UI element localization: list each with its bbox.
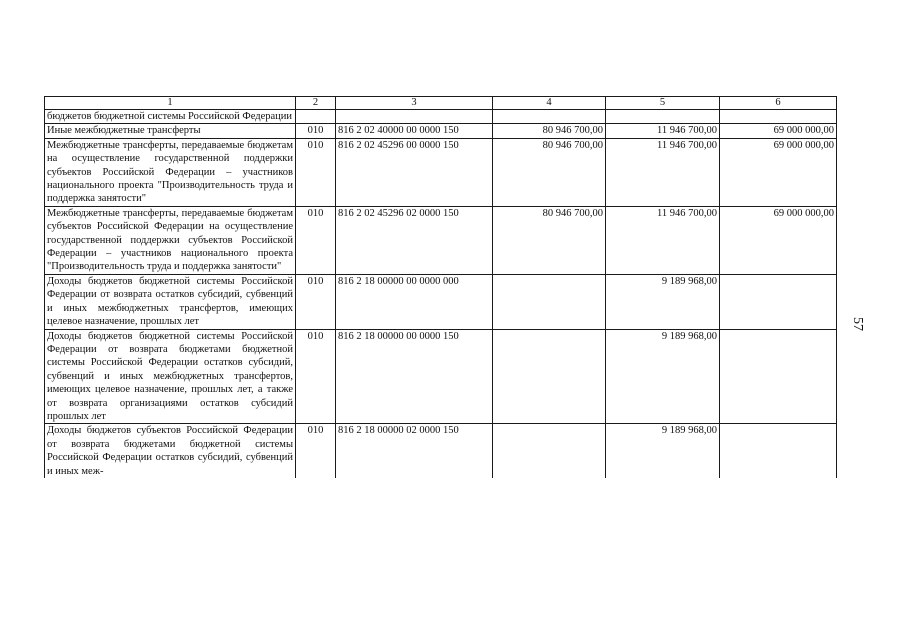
row-kbk-cell: 816 2 18 00000 00 0000 150	[336, 329, 493, 424]
row-name-cell: Межбюджетные трансферты, передаваемые бюджетам на осуществление государственной поддержки субъектов Российской Федерации – участников национального проекта "Производительность труда и поддержка занятости"	[45, 138, 296, 206]
row-name-cell: Межбюджетные трансферты, передаваемые бюджетам субъектов Российской Федерации на осуществление государственной поддержки субъектов Российской Федерации – участников национального проекта "Производительность труда и поддержка занятости"	[45, 206, 296, 274]
row-name-cell: бюджетов бюджетной системы Российской Федерации	[45, 110, 296, 124]
row-col4-cell: 80 946 700,00	[493, 206, 606, 274]
row-col4-cell	[493, 110, 606, 124]
row-code-cell: 010	[296, 124, 336, 138]
row-kbk-cell	[336, 110, 493, 124]
page-number: 57	[850, 317, 865, 331]
table-row	[45, 424, 837, 478]
row-name-cell: Иные межбюджетные трансферты	[45, 124, 296, 138]
table-row	[45, 110, 837, 124]
header-cell-3: 3	[336, 97, 493, 110]
header-cell-1: 1	[45, 97, 296, 110]
row-col5-cell: 9 189 968,00	[606, 274, 720, 329]
row-code-cell	[296, 110, 336, 124]
row-kbk-cell: 816 2 18 00000 02 0000 150	[336, 424, 493, 478]
row-col6-cell	[720, 329, 837, 424]
header-cell-6: 6	[720, 97, 837, 110]
row-kbk-cell: 816 2 02 45296 00 0000 150	[336, 138, 493, 206]
row-col5-cell	[606, 110, 720, 124]
row-col6-cell: 69 000 000,00	[720, 206, 837, 274]
row-col4-cell	[493, 424, 606, 478]
row-col5-cell: 11 946 700,00	[606, 138, 720, 206]
row-name-cell: Доходы бюджетов бюджетной системы Российской Федерации от возврата бюджетами бюджетной системы Российской Федерации остатков субсидий, субвенций и иных межбюджетных трансфертов, имеющих целевое назначение, прошлых лет, а также от возврата организациями остатков субсидий прошлых лет	[45, 329, 296, 424]
row-col5-cell: 9 189 968,00	[606, 329, 720, 424]
row-code-cell: 010	[296, 138, 336, 206]
row-code-cell: 010	[296, 329, 336, 424]
row-col4-cell: 80 946 700,00	[493, 124, 606, 138]
row-col6-cell	[720, 274, 837, 329]
row-col6-cell: 69 000 000,00	[720, 124, 837, 138]
row-kbk-cell: 816 2 18 00000 00 0000 000	[336, 274, 493, 329]
header-cell-5: 5	[606, 97, 720, 110]
table-row	[45, 274, 837, 329]
row-col6-cell	[720, 424, 837, 478]
row-code-cell: 010	[296, 424, 336, 478]
row-col6-cell	[720, 110, 837, 124]
table-row	[45, 206, 837, 274]
row-col6-cell: 69 000 000,00	[720, 138, 837, 206]
row-name-cell: Доходы бюджетов субъектов Российской Федерации от возврата бюджетами бюджетной системы Российской Федерации остатков субсидий, субвенций и иных меж-	[45, 424, 296, 478]
budget-table	[44, 96, 837, 478]
row-kbk-cell: 816 2 02 40000 00 0000 150	[336, 124, 493, 138]
row-col4-cell: 80 946 700,00	[493, 138, 606, 206]
header-cell-4: 4	[493, 97, 606, 110]
row-col4-cell	[493, 329, 606, 424]
table-row	[45, 329, 837, 424]
row-col4-cell	[493, 274, 606, 329]
row-col5-cell: 11 946 700,00	[606, 206, 720, 274]
table-row	[45, 124, 837, 138]
row-name-cell: Доходы бюджетов бюджетной системы Российской Федерации от возврата остатков субсидий, субвенций и иных межбюджетных трансфертов, имеющих целевое назначение, прошлых лет	[45, 274, 296, 329]
row-col5-cell: 11 946 700,00	[606, 124, 720, 138]
row-code-cell: 010	[296, 274, 336, 329]
header-cell-2: 2	[296, 97, 336, 110]
row-code-cell: 010	[296, 206, 336, 274]
row-col5-cell: 9 189 968,00	[606, 424, 720, 478]
table-header-row	[45, 97, 837, 110]
table-row	[45, 138, 837, 206]
row-kbk-cell: 816 2 02 45296 02 0000 150	[336, 206, 493, 274]
